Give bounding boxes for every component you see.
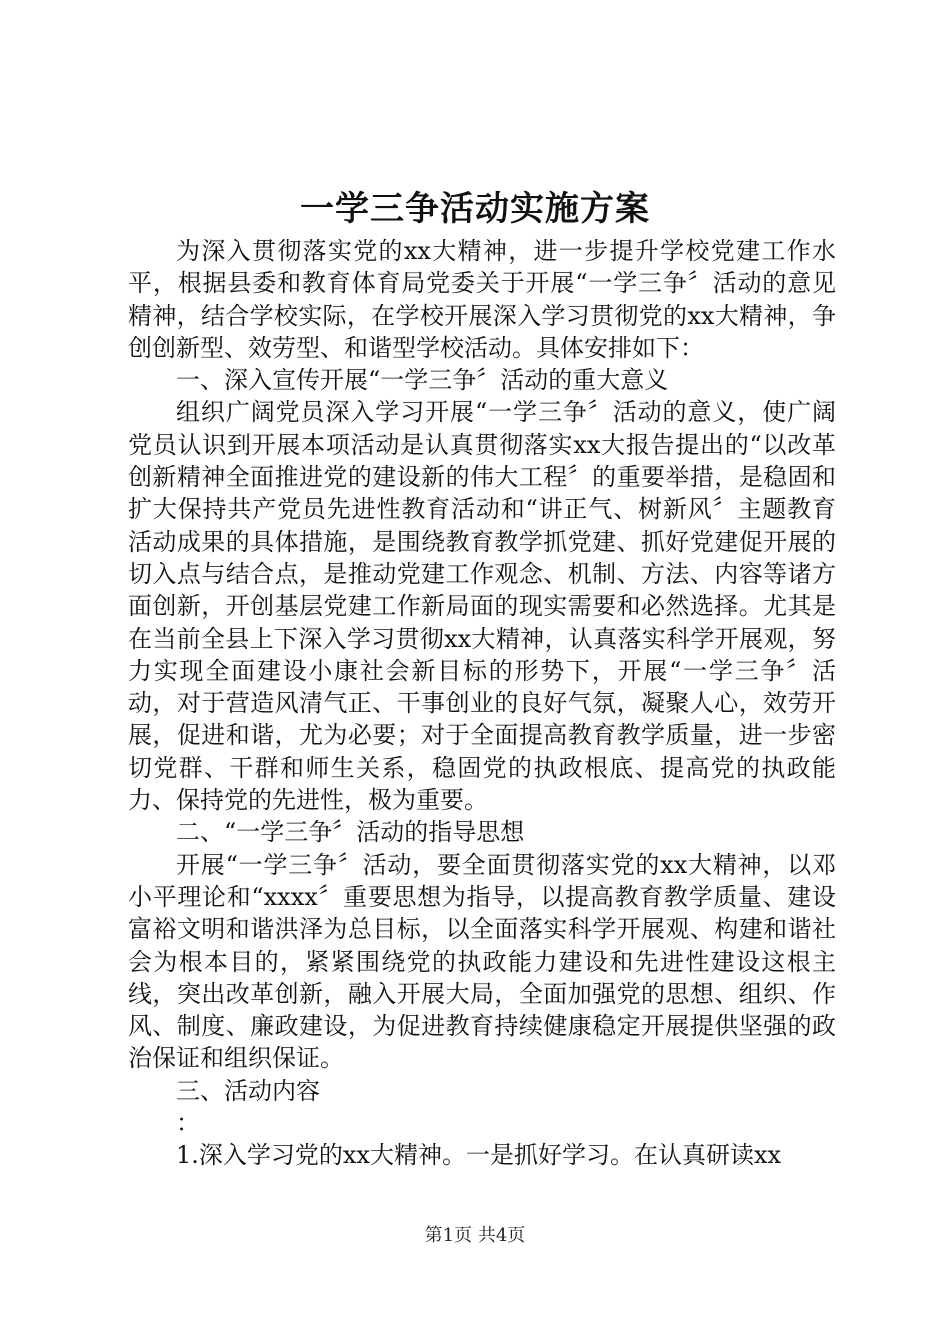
document-body <box>128 235 836 1172</box>
section-3-colon: ： <box>176 1109 200 1138</box>
intro-paragraph: 为深入贯彻落实党的xx大精神，进一步提升学校党建工作水平，根据县委和教育体育局党委关于开展“一学三争〞活动的意见精神，结合学校实际，在学校开展深入学习贯彻党的xx大精神，争创创新型、效劳型、和谐型学校活动。具体安排如下： <box>128 237 836 362</box>
section-heading-3: 三、活动内容 <box>176 1076 320 1105</box>
section-3-item-1: 1.深入学习党的xx大精神。一是抓好学习。在认真研读xx <box>176 1141 782 1170</box>
section-heading-1: 一、深入宣传开展“一学三争〞活动的重大意义 <box>176 366 669 395</box>
section-2-paragraph: 开展“一学三争〞活动，要全面贯彻落实党的xx大精神，以邓小平理论和“xxxx〞重要思想为指导，以提高教育教学质量、建设富裕文明和谐洪泽为总目标，以全面落实科学开展观、构建和谐社会为根本目的，紧紧围绕党的执政能力建设和先进性建设这根主线，突出改革创新，融入开展大局，全面加强党的思想、组织、作风、制度、廉政建设，为促进教育持续健康稳定开展提供坚强的政治保证和组织保证。 <box>128 850 836 1073</box>
section-1-paragraph: 组织广阔党员深入学习开展“一学三争〞活动的意义，使广阔党员认识到开展本项活动是认真贯彻落实xx大报告提出的“以改革创新精神全面推进党的建设新的伟大工程〞的重要举措，是稳固和扩大保持共产党员先进性教育活动和“讲正气、树新风〞主题教育活动成果的具体措施，是围绕教育教学抓党建、抓好党建促开展的切入点与结合点，是推动党建工作观念、机制、方法、内容等诸方面创新，开创基层党建工作新局面的现实需要和必然选择。尤其是在当前全县上下深入学习贯彻xx大精神，认真落实科学开展观，努力实现全面建设小康社会新目标的形势下，开展“一学三争〞活动，对于营造风清气正、干事创业的良好气氛，凝聚人心，效劳开展，促进和谐，尤为必要；对于全面提高教育教学质量，进一步密切党群、干群和师生关系，稳固党的执政根底、提高党的执政能力、保持党的先进性，极为重要。 <box>128 398 836 815</box>
section-heading-2: 二、“一学三争〞活动的指导思想 <box>176 818 525 847</box>
page-number-footer: 第1页 共4页 <box>424 1225 526 1246</box>
document-title: 一学三争活动实施方案 <box>300 189 650 229</box>
